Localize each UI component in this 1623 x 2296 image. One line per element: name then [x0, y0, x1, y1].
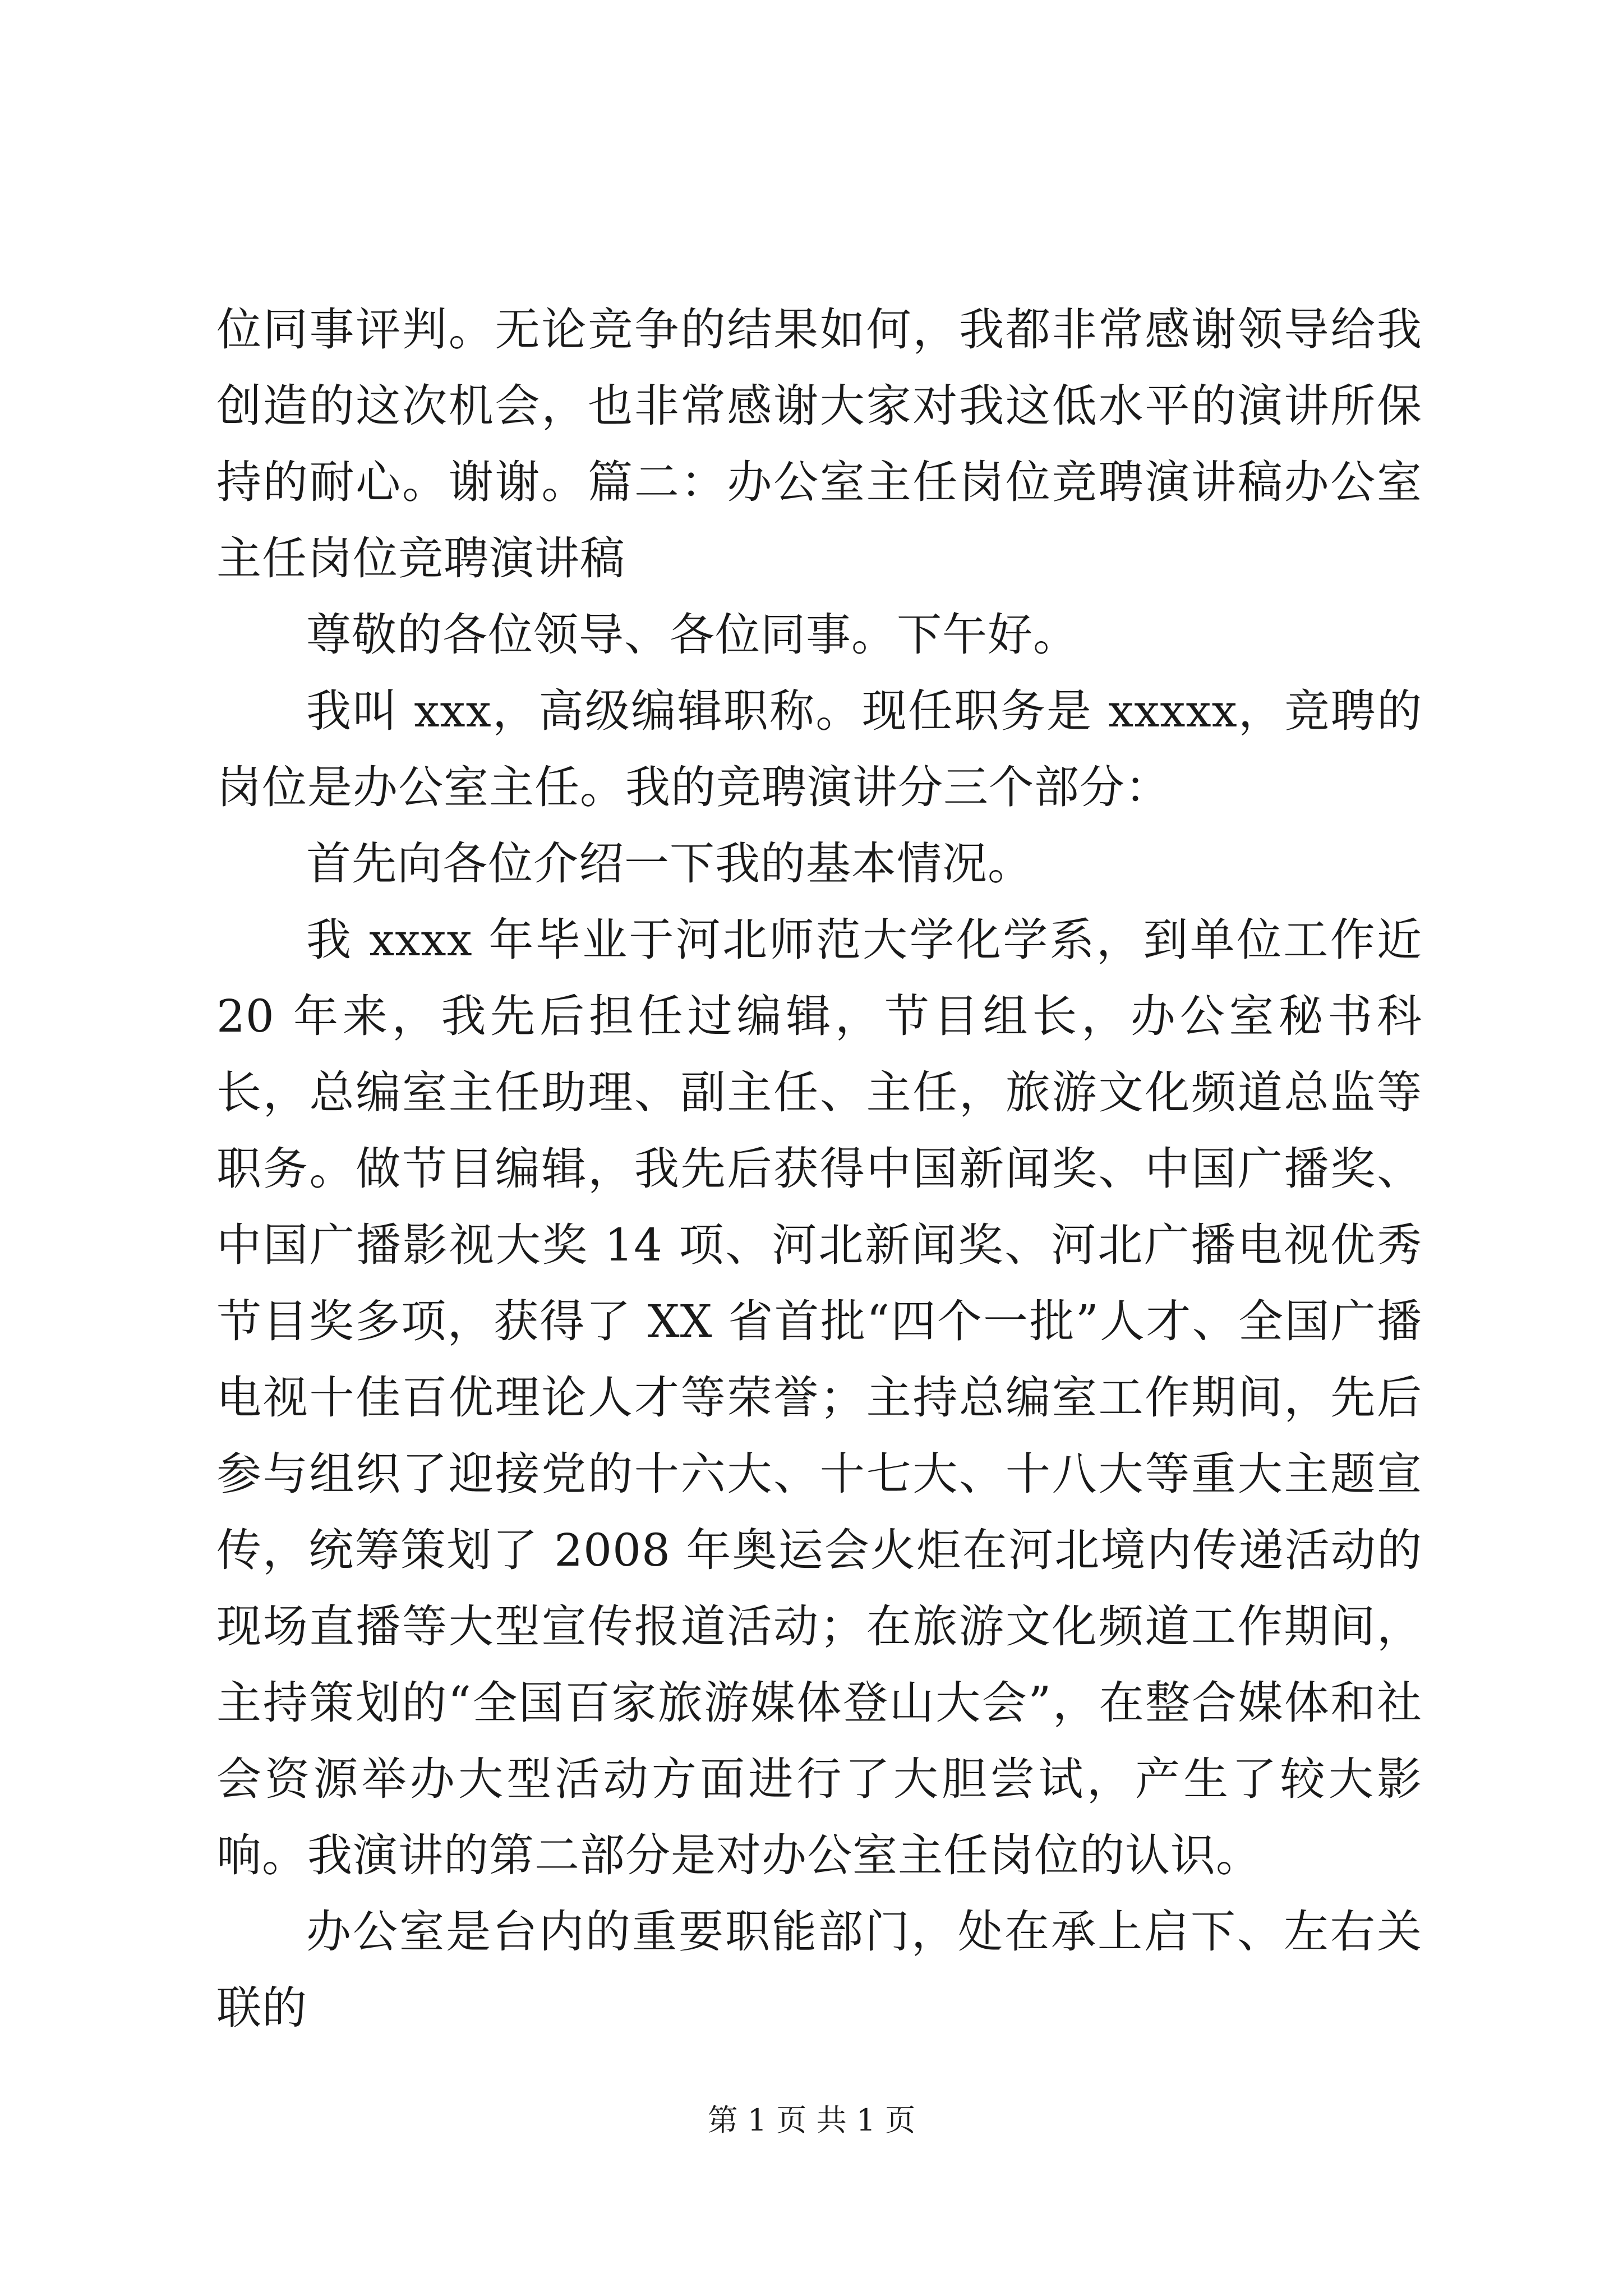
paragraph-1: 位同事评判。无论竞争的结果如何，我都非常感谢领导给我创造的这次机会，也非常感谢大家对我这低水平的演讲所保持的耐心。谢谢。篇二：办公室主任岗位竞聘演讲稿办公室主任岗位竞聘演讲稿 [216, 303, 1422, 585]
paragraph-6: 办公室是台内的重要职能部门，处在承上启下、左右关联的 [216, 1906, 1422, 2034]
page-number-label: 第 1 页 共 1 页 [707, 2102, 916, 2138]
paragraph-5: 我 xxxx 年毕业于河北师范大学化学系，到单位工作近 20 年来，我先后担任过编辑，节目组长，办公室秘书科长，总编室主任助理、副主任、主任，旅游文化频道总监等职务。做节目编辑，我先后获得中国新闻奖、中国广播奖、中国广播影视大奖 14 项、河北新闻奖、河北广播电视优秀节目奖多项，获得了 XX 省首批“四个一批”人才、全国广播电视十佳百优理论人才等荣誉；主持总编室工作期间，先后参与组织了迎接党的十六大、十七大、十八大等重大主题宣传，统筹策划了 2008 年奥运会火炬在河北境内传递活动的现场直播等大型宣传报道活动；在旅游文化频道工作期间，主持策划的“全国百家旅游媒体登山大会”，在整合媒体和社会资源举办大型活动方面进行了大胆尝试，产生了较大影响。我演讲的第二部分是对办公室主任岗位的认识。 [216, 914, 1422, 1881]
document-body [216, 292, 1422, 2046]
page-footer [0, 2098, 1623, 2143]
paragraph-2: 尊敬的各位领导、各位同事。下午好。 [306, 609, 1078, 661]
paragraph-4: 首先向各位介绍一下我的基本情况。 [306, 838, 1033, 890]
paragraph-3: 我叫 xxx，高级编辑职称。现任职务是 xxxxx，竞聘的岗位是办公室主任。我的竞聘演讲分三个部分： [216, 685, 1422, 813]
